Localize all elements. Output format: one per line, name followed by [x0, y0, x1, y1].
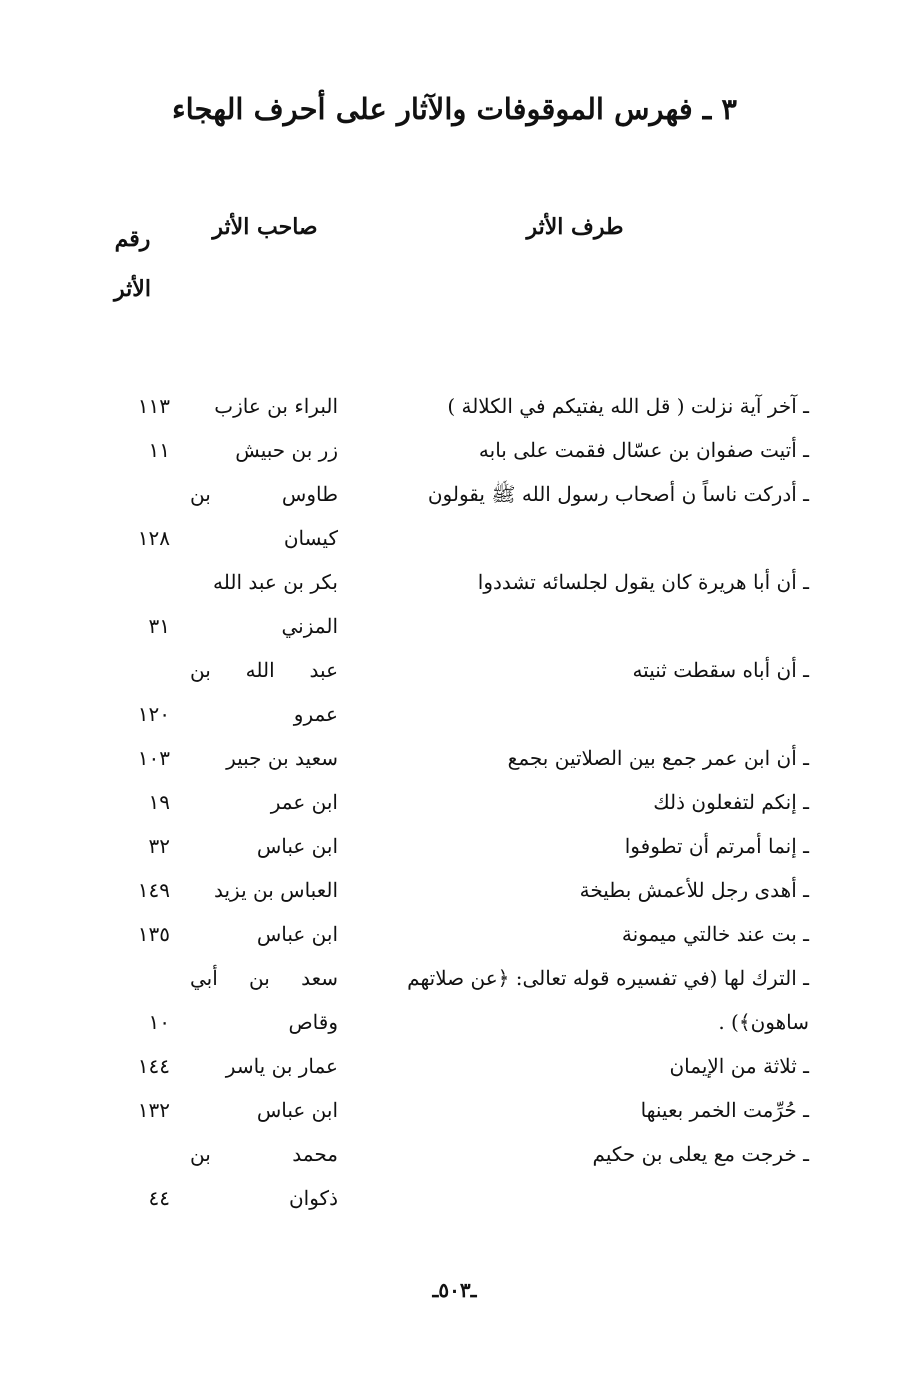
page-number: ـ٥٠٣ـ [432, 1278, 477, 1302]
athar-text: ـ أتيت صفوان بن عسّال فقمت على بابه [478, 438, 809, 462]
athar-owner: زر بن حبيش [235, 438, 338, 462]
athar-text: ـ أدركت ناساً ن أصحاب رسول الله ﷺ يقولون [427, 482, 809, 506]
athar-owner: وقاص [288, 1010, 338, 1034]
column-header-number [105, 214, 160, 314]
index-row [0, 692, 909, 736]
index-row [0, 1088, 909, 1132]
athar-owner: المزني [281, 614, 338, 638]
index-row [0, 1176, 909, 1220]
athar-text: ـ أهدى رجل للأعمش بطيخة [579, 878, 809, 902]
index-row [0, 604, 909, 648]
athar-text: ساهون﴾) . [718, 1010, 809, 1034]
athar-number: ١٩ [148, 790, 170, 814]
athar-owner: ابن عمر [270, 790, 338, 814]
athar-owner: بكر بن عبد الله [213, 570, 338, 594]
athar-owner: عبد الله بن [190, 658, 338, 682]
index-row [0, 1044, 909, 1088]
index-row [0, 472, 909, 516]
athar-number: ٣١ [148, 614, 170, 638]
index-row [0, 736, 909, 780]
athar-owner: طاوس بن [190, 482, 338, 506]
index-row [0, 1000, 909, 1044]
athar-text: ـ إنكم لتفعلون ذلك [653, 790, 809, 814]
index-row [0, 516, 909, 560]
column-header-athar: طرف الأثر [526, 214, 624, 240]
index-row [0, 912, 909, 956]
index-row [0, 780, 909, 824]
athar-text: ـ أن أبا هريرة كان يقول لجلسائه تشددوا [477, 570, 809, 594]
athar-number: ١٠٣ [137, 746, 170, 770]
athar-owner: ابن عباس [256, 922, 338, 946]
athar-number: ١١٣ [137, 394, 170, 418]
athar-owner: البراء بن عازب [214, 394, 338, 418]
column-header-owner: صاحب الأثر [212, 214, 318, 240]
index-row [0, 868, 909, 912]
athar-owner: سعيد بن جبير [226, 746, 338, 770]
athar-owner: عمرو [293, 702, 338, 726]
index-row [0, 560, 909, 604]
index-row [0, 384, 909, 428]
athar-number: ١٢٨ [137, 526, 170, 550]
index-row [0, 824, 909, 868]
athar-text: ـ آخر آية نزلت ( قل الله يفتيكم في الكلالة ) [447, 394, 809, 418]
athar-text: ـ أن ابن عمر جمع بين الصلاتين بجمع [507, 746, 809, 770]
athar-text: ـ حُرِّمت الخمر بعينها [640, 1098, 809, 1122]
index-row [0, 648, 909, 692]
athar-number: ١٢٠ [137, 702, 170, 726]
athar-text: ـ إنما أمرتم أن تطوفوا [624, 834, 809, 858]
athar-text: ـ أن أباه سقطت ثنيته [632, 658, 809, 682]
athar-text: ـ بت عند خالتي ميمونة [621, 922, 809, 946]
athar-owner: محمد بن [190, 1142, 338, 1166]
athar-owner: ابن عباس [256, 1098, 338, 1122]
athar-number: ١١ [148, 438, 170, 462]
athar-owner: عمار بن ياسر [225, 1054, 338, 1078]
athar-text: ـ ثلاثة من الإيمان [669, 1054, 809, 1078]
index-row [0, 428, 909, 472]
athar-number: ٣٢ [148, 834, 170, 858]
athar-owner: ابن عباس [256, 834, 338, 858]
athar-text: ـ الترك لها (في تفسيره قوله تعالى: ﴿عن صلاتهم [407, 966, 809, 990]
athar-number: ١٤٩ [137, 878, 170, 902]
column-header-number-line2: الأثر [114, 276, 151, 302]
column-header-number-line1: رقم [114, 226, 151, 252]
athar-number: ١٣٢ [137, 1098, 170, 1122]
index-title: ٣ ـ فهرس الموقوفات والآثار على أحرف الهجاء [172, 92, 737, 126]
athar-owner: كيسان [283, 526, 338, 550]
athar-number: ١٣٥ [137, 922, 170, 946]
athar-owner: ذكوان [288, 1186, 338, 1210]
index-row [0, 956, 909, 1000]
athar-number: ١٠ [148, 1010, 170, 1034]
athar-owner: سعد بن أبي [190, 966, 338, 990]
athar-number: ٤٤ [148, 1186, 170, 1210]
athar-owner: العباس بن يزيد [213, 878, 338, 902]
index-row [0, 1132, 909, 1176]
athar-text: ـ خرجت مع يعلى بن حكيم [592, 1142, 809, 1166]
athar-number: ١٤٤ [137, 1054, 170, 1078]
